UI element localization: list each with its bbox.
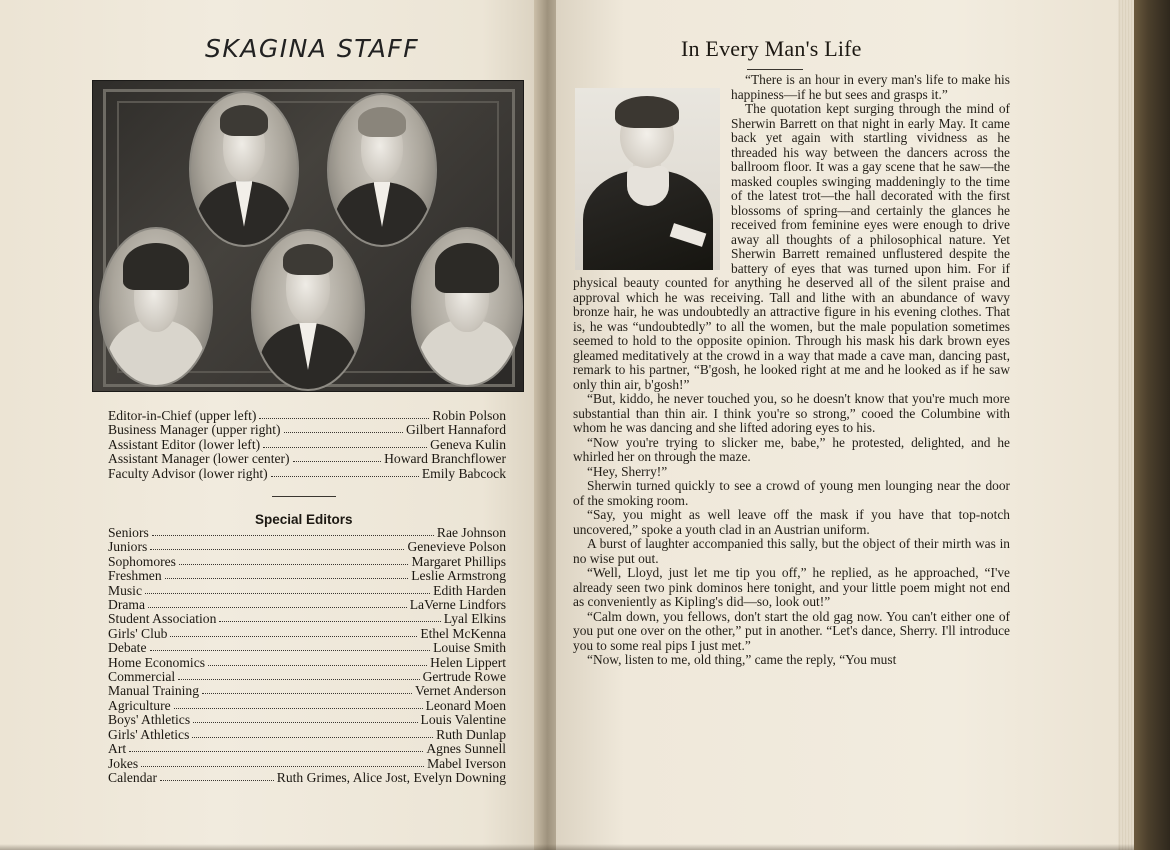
- special-editor-row: Debate Louise Smith: [108, 640, 506, 656]
- left-page: [0, 0, 548, 850]
- story-paragraph: A burst of laughter accompanied this sally, but the object of their mirth was in no wise put out.: [573, 536, 1010, 566]
- story-paragraph: “Now, listen to me, old thing,” came the reply, “You must: [587, 652, 897, 667]
- staff-row: Faculty Advisor (lower right) Emily Babcock: [108, 465, 506, 481]
- special-editor-row: Sophomores Margaret Phillips: [108, 553, 506, 569]
- special-editor-row: Freshmen Leslie Armstrong: [108, 568, 506, 584]
- photo-assistant-manager: [251, 229, 365, 391]
- staff-photo-panel: [92, 80, 524, 392]
- story-paragraph: “Calm down, you fellows, don't start the old gag now. You can't either one of you put one over on the other,” put in another. “Let's dance, Sherry. I'll introduce you to some real pips I just met.”: [573, 608, 1010, 653]
- special-editor-row: Calendar Ruth Grimes, Alice Jost, Evelyn Downing: [108, 769, 506, 785]
- special-editor-row: Seniors Rae Johnson: [108, 525, 506, 540]
- special-editors-list: [108, 526, 506, 785]
- section-divider: [272, 496, 336, 497]
- special-editors-heading: Special Editors: [255, 512, 353, 527]
- story-body: [573, 73, 1010, 668]
- staff-row: Assistant Editor (lower left) Geneva Kulin: [108, 436, 506, 452]
- special-editor-row: Manual Training Vernet Anderson: [108, 683, 506, 699]
- special-editor-row: Juniors Genevieve Polson: [108, 539, 506, 555]
- special-editor-row: Jokes Mabel Iverson: [108, 755, 506, 771]
- title-rule: [747, 69, 803, 70]
- story-paragraph: Sherwin turned quickly to see a crowd of young men lounging near the door of the smoking room.: [573, 478, 1010, 508]
- book-cover-edge: [1134, 0, 1170, 850]
- story-paragraph: “There is an hour in every man's life to make his happiness—if he but sees and grasps it.”: [731, 72, 1010, 102]
- special-editor-row: Music Edith Harden: [108, 582, 506, 598]
- bottom-shadow: [0, 844, 1134, 850]
- special-editor-row: Drama LaVerne Lindfors: [108, 597, 506, 613]
- special-editor-row: Girls' Club Ethel McKenna: [108, 625, 506, 641]
- special-editor-row: Boys' Athletics Louis Valentine: [108, 712, 506, 728]
- photo-business-manager: [327, 93, 437, 247]
- story-paragraph: “Hey, Sherry!”: [587, 463, 668, 479]
- special-editor-row: Girls' Athletics Ruth Dunlap: [108, 726, 506, 742]
- special-editor-row: Agriculture Leonard Moen: [108, 697, 506, 713]
- special-editor-row: Student Association Lyal Elkins: [108, 611, 506, 627]
- staff-page-title: SKAGINA STAFF: [205, 34, 420, 63]
- staff-list: [108, 409, 506, 481]
- staff-row: Editor-in-Chief (upper left) Robin Polson: [108, 408, 506, 423]
- story-title: In Every Man's Life: [681, 36, 862, 61]
- story-paragraph: “Well, Lloyd, just let me tip you off,” he replied, as he approached, “I've already seen two pink dominos here tonight, and your little poem might not end as conveniently as Kipling's did—so, look out!”: [573, 565, 1010, 609]
- photo-editor-in-chief: [189, 91, 299, 247]
- special-editor-row: Commercial Gertrude Rowe: [108, 669, 506, 685]
- special-editor-row: Art Agnes Sunnell: [108, 741, 506, 757]
- story-paragraph: “Now you're trying to slicker me, babe,” he protested, delighted, and he whirled her on through the maze.: [573, 434, 1010, 464]
- special-editor-row: Home Economics Helen Lippert: [108, 654, 506, 670]
- staff-row: Business Manager (upper right) Gilbert Hannaford: [108, 422, 506, 438]
- staff-row: Assistant Manager (lower center) Howard Branchflower: [108, 451, 506, 467]
- story-paragraph: “But, kiddo, he never touched you, so he doesn't know that you're much more substantial than thin air. I think you're so strong,” cooed the Columbine with whom he was dancing and she lifted adoring eyes to his.: [573, 391, 1010, 435]
- photo-assistant-editor: [99, 227, 213, 387]
- story-paragraph: “Say, you might as well leave off the mask if you have that top-notch uncovered,” spoke a youth clad in an Austrian uniform.: [573, 507, 1010, 537]
- story-paragraph: The quotation kept surging through the mind of Sherwin Barrett on that night in early May. It came back yet again with startling vividness as he threaded his way between the dancers across the ballroom floor. It was a gay scene that he saw—the masked couples swinging maddeningly to the time of the latest trot—the hall decorated with the first blossoms of spring—and certainly the glances he received from feminine eyes were enough to drive away all thoughts of a philosophical nature. Yet Sherwin Barrett remained unflustered despite the battery of eyes that was turned upon him. For if physical beauty counted for anything he deserved all of the silent praise and approval which he was receiving. Tall and lithe with an abundance of wavy bronze hair, he was undoubtedly an attractive figure in his evening clothes. That is, he was “undoubtedly” to all the women, but the male population sometimes seemed to hold to the opposite opinion. Through his mask his dark brown eyes gleamed meditatively at the crowd in a way that made a cave man, dancing past, remark to his partner, “B'gosh, he looked right at me and he looked as if he saw only thin air, b'gosh!”: [573, 101, 1010, 392]
- photo-faculty-advisor: [411, 227, 523, 387]
